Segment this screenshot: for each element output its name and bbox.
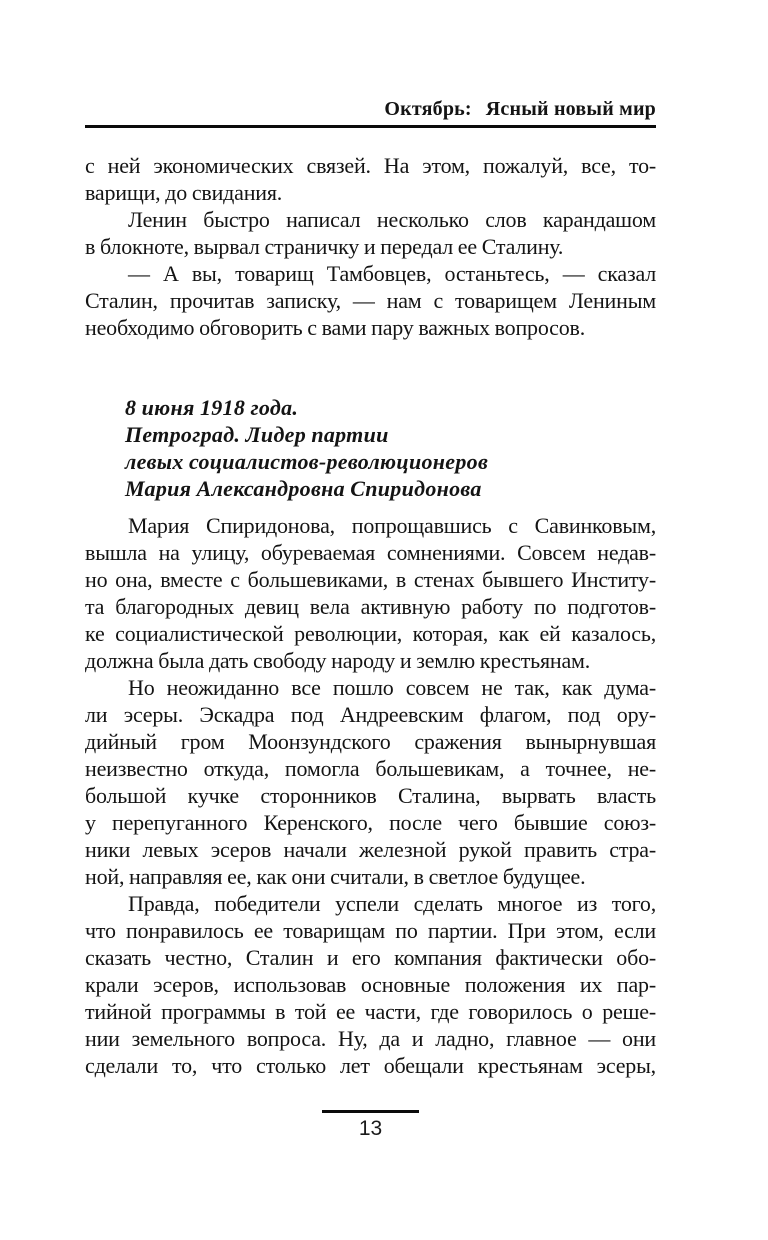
paragraph	[85, 260, 656, 341]
text-line: варищи, до свидания.	[85, 180, 283, 205]
text-line: тийной программы в той ее части, где говорилось о реше-	[85, 999, 656, 1024]
text-line: ной, направляя ее, как они считали, в светлое будущее.	[85, 864, 586, 889]
text-line: ли эсеры. Эскадра под Андреевским флагом, под ору-	[85, 702, 656, 727]
text-line: Но неожиданно все пошло совсем не так, как дума-	[128, 675, 656, 700]
paragraph	[85, 512, 656, 674]
page-footer	[85, 1110, 656, 1141]
text-block	[85, 98, 656, 1079]
text-line: сказать честно, Сталин и его компания фактически обо-	[85, 945, 656, 970]
paragraph	[85, 890, 656, 1079]
paragraph	[85, 206, 656, 260]
body-text	[85, 152, 656, 1079]
text-line: с ней экономических связей. На этом, пожалуй, все, то-	[85, 153, 656, 178]
text-line: большой кучке сторонников Сталина, вырвать власть	[85, 783, 656, 808]
text-line: ке социалистической революции, которая, как ей казалось,	[85, 621, 656, 646]
running-head-chapter: Октябрь:	[384, 98, 472, 120]
text-line: нии земельного вопроса. Ну, да и ладно, главное — они	[85, 1026, 656, 1051]
text-line: неизвестно откуда, помогла большевикам, а точнее, не-	[85, 756, 656, 781]
text-line: крали эсеров, использовав основные положения их пар-	[85, 972, 656, 997]
header-rule	[85, 125, 656, 128]
page-number: 13	[358, 1117, 383, 1140]
section-heading	[85, 394, 656, 502]
text-line: Сталин, прочитав записку, — нам с товарищем Лениным	[85, 288, 656, 313]
section-heading-line: Мария Александровна Спиридонова	[125, 476, 482, 501]
text-line: должна была дать свободу народу и землю крестьянам.	[85, 648, 591, 673]
text-line: — А вы, товарищ Тамбовцев, останьтесь, — сказал	[128, 261, 656, 286]
text-line: ники левых эсеров начали железной рукой править стра-	[85, 837, 656, 862]
running-head	[85, 98, 656, 121]
footer-rule	[322, 1110, 419, 1113]
text-line: но она, вместе с большевиками, в стенах бывшего Институ-	[85, 567, 656, 592]
text-line: у перепуганного Керенского, после чего бывшие союз-	[85, 810, 656, 835]
running-head-title: Ясный новый мир	[485, 98, 656, 120]
text-line: та благородных девиц вела активную работу по подготов-	[85, 594, 656, 619]
paragraph	[85, 674, 656, 890]
text-line: что понравилось ее товарищам по партии. При этом, если	[85, 918, 656, 943]
text-line: вышла на улицу, обуреваемая сомнениями. Совсем недав-	[85, 540, 656, 565]
text-line: необходимо обговорить с вами пару важных вопросов.	[85, 315, 586, 340]
section-heading-line: 8 июня 1918 года.	[125, 395, 299, 420]
text-line: Мария Спиридонова, попрощавшись с Савинковым,	[128, 513, 656, 538]
text-line: дийный гром Моонзундского сражения вынырнувшая	[85, 729, 656, 754]
text-line: Ленин быстро написал несколько слов карандашом	[128, 207, 656, 232]
section-heading-line: левых социалистов-революционеров	[125, 449, 489, 474]
text-line: в блокноте, вырвал страничку и передал ее Сталину.	[85, 234, 564, 259]
section-heading-line: Петроград. Лидер партии	[125, 422, 389, 447]
paragraph	[85, 152, 656, 206]
text-line: сделали то, что столько лет обещали крестьянам эсеры,	[85, 1053, 656, 1078]
text-line: Правда, победители успели сделать многое из того,	[128, 891, 656, 916]
